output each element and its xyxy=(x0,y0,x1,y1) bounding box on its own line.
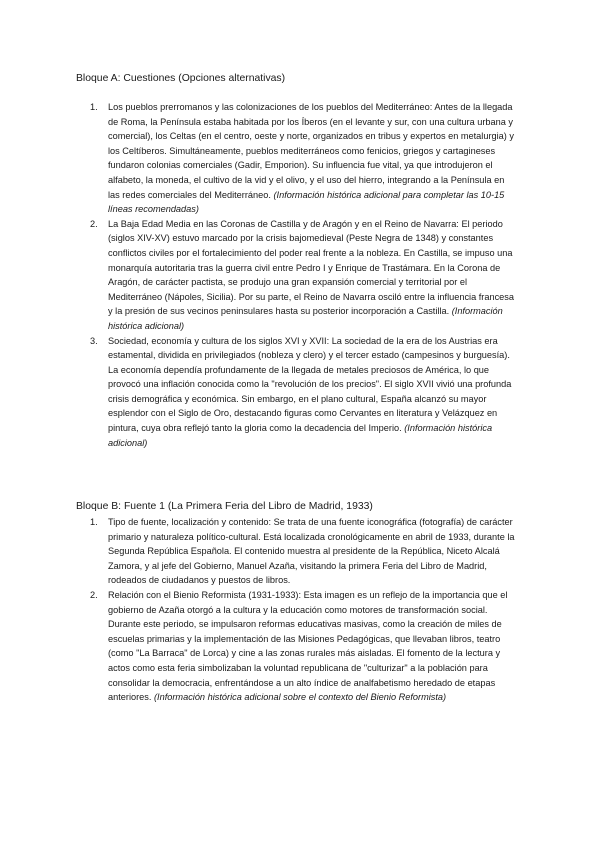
list-item xyxy=(90,334,518,451)
block-a-heading: Bloque A: Cuestiones (Opciones alternativas) xyxy=(76,73,286,84)
item-body: La sociedad de la era de los Austrias era estamental, dividida en privilegiados (nobleza y clero) y el tercer estado (campesinos y burguesía). La economía dependía profundamente de la llegada de metales preciosos de América, lo que provocó una inflación conocida como la "revolución de los precios". El siglo XVII vivió una profunda crisis demográfica y económica. Sin embargo, en el plano cultural, España alcanzó su mayor esplendor con el Siglo de Oro, destacando figuras como Cervantes en literatura y Velázquez en pintura, cuya obra reflejó tanto la gloria como la decadencia del Imperio. xyxy=(108,335,512,434)
item-body: Esta imagen es un reflejo de la importancia que el gobierno de Azaña otorgó a la cultura y la educación como motores de transformación social. Durante este periodo, se impulsaron reformas educativas masivas, como la creación de miles de escuelas primarias y la implementación de las Misiones Pedagógicas, que llevaban libros, teatro (como "La Barraca" de Lorca) y cine a las zonas rurales más aisladas. El fomento de la lectura y actos como esta feria simbolizaban la voluntad republicana de "culturizar" a la población para consolidar la democracia, enfrentándose a un alto índice de analfabetismo heredado de etapas anteriores. xyxy=(108,589,508,703)
item-number: 2. xyxy=(90,589,98,600)
item-note: (Información histórica adicional) xyxy=(108,306,503,331)
item-title: Relación con el Bienio Reformista (1931-1933): xyxy=(108,589,302,600)
item-title: La Baja Edad Media en las Coronas de Castilla y de Aragón y en el Reino de Navarra: xyxy=(108,218,459,229)
block-b-question-list xyxy=(90,515,518,705)
item-number: 1. xyxy=(90,517,98,527)
item-body: El periodo (siglos XIV-XV) estuvo marcado por la crisis bajomedieval (Peste Negra de 1348) y constantes conflictos civiles por el fortalecimiento del poder real frente a la nobleza. En Castilla, se impuso una monarquía autoritaria tras la guerra civil entre Pedro I y Enrique de Trastámara. En la Corona de Aragón, de carácter pactista, se produjo una gran expansión comercial y territorial por el Mediterráneo (Nápoles, Sicilia). Por su parte, el Reino de Navarra osciló entre la influencia francesa y la presión de sus vecinos peninsulares hasta su posterior incorporación a Castilla. xyxy=(108,218,514,317)
item-body: Antes de la llegada de Roma, la Península estaba habitada por los Íberos (en el levante y sur, con una cultura urbana y comercial), los Celtas (en el centro, oeste y norte, organizados en tribus y expertos en metalurgia) y los Celtíberos. Simultáneamente, pueblos mediterráneos como fenicios, griegos y cartagineses fundaron colonias comerciales (Gadir, Emporion). Su influencia fue vital, ya que introdujeron el alfabeto, la moneda, el cultivo de la vid y el olivo, y el uso del hierro, integrando a la Península en las redes comerciales del Mediterráneo. xyxy=(108,102,514,200)
item-note: (Información histórica adicional para completar las 10-15 líneas recomendadas) xyxy=(108,189,505,215)
item-note: (Información histórica adicional) xyxy=(108,423,493,448)
item-number: 3. xyxy=(90,335,98,346)
item-title: Sociedad, economía y cultura de los siglos XVI y XVII: xyxy=(108,335,330,346)
item-title: Tipo de fuente, localización y contenido: xyxy=(108,517,272,527)
list-item xyxy=(90,588,518,705)
block-b-heading: Bloque B: Fuente 1 (La Primera Feria del Libro de Madrid, 1933) xyxy=(76,501,373,512)
item-number: 1. xyxy=(90,102,98,112)
list-item xyxy=(90,100,518,217)
item-note: (Información histórica adicional sobre el contexto del Bienio Reformista) xyxy=(153,692,447,703)
block-a-question-list xyxy=(90,100,518,450)
item-title: Los pueblos prerromanos y las colonizaciones de los pueblos del Mediterráneo: xyxy=(108,102,433,112)
item-number: 2. xyxy=(90,218,98,229)
list-item xyxy=(90,515,518,588)
item-body: Se trata de una fuente iconográfica (fotografía) de carácter primario y naturaleza político-cultural. Está localizada cronológicamente en abril de 1933, durante la Segunda República Española. El contenido muestra al presidente de la República, Niceto Alcalá Zamora, y al jefe del Gobierno, Manuel Azaña, visitando la primera Feria del Libro de Madrid, rodeados de ciudadanos y puestos de libros. xyxy=(108,517,515,586)
list-item xyxy=(90,217,518,334)
